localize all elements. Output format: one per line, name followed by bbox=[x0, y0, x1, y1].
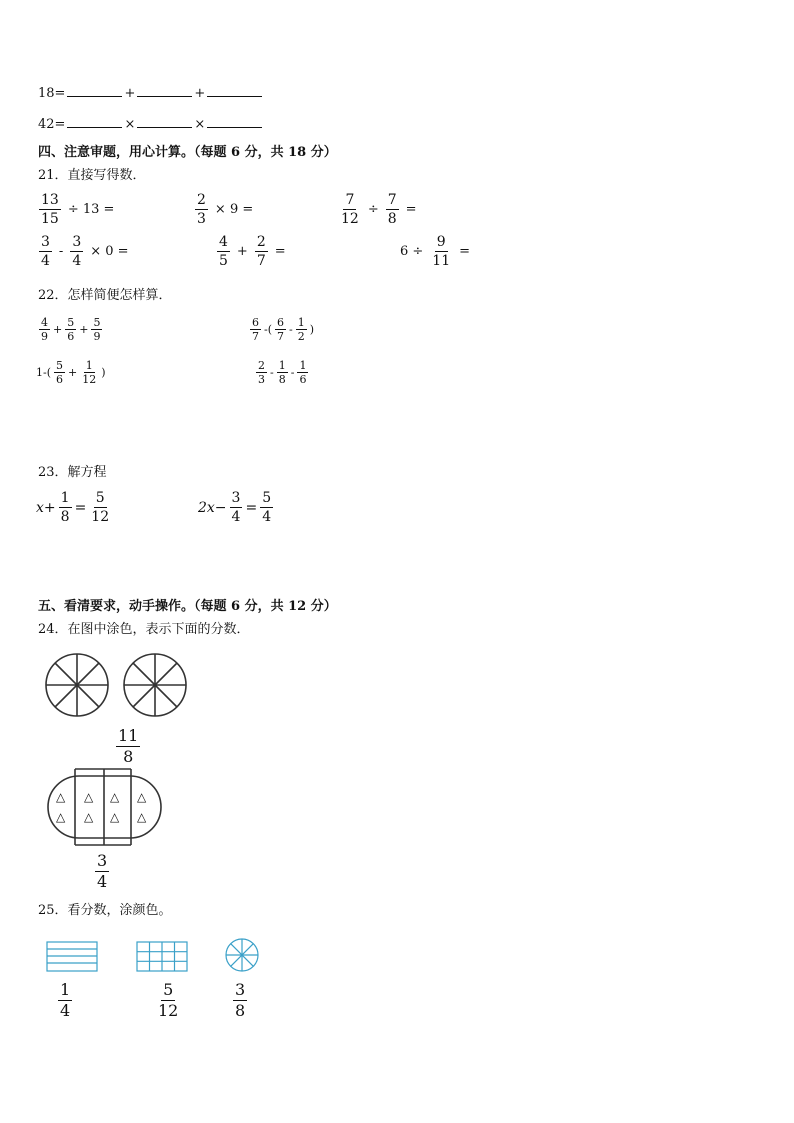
section-4-title: 四、注意审题，用心计算。（每题 6 分，共 18 分） bbox=[38, 145, 337, 160]
q22-expr-b: $\frac{6}{7}$ -( $\frac{6}{7}$ - $\frac{1}{2}$ ) bbox=[252, 316, 315, 343]
fill-line-18: 18= + + bbox=[38, 84, 264, 102]
q22-expr-d: $\frac{2}{3}$ - $\frac{1}{8}$ - $\frac{1}{6}$ bbox=[258, 359, 307, 386]
triangle-icon: △ bbox=[84, 790, 94, 804]
q25-fraction-3: $\frac{3}{8}$ bbox=[235, 980, 246, 1020]
triangle-icon: △ bbox=[56, 790, 66, 804]
q24-label: 24．在图中涂色，表示下面的分数． bbox=[38, 622, 250, 637]
q22-label: 22．怎样简便怎样算． bbox=[38, 288, 172, 303]
q23-label: 23．解方程 bbox=[38, 465, 107, 480]
q24-fraction-capsule: $\frac{3}{4}$ bbox=[97, 851, 108, 891]
q21-expr-5: $\frac{4}{5}$ + $\frac{2}{7}$ = bbox=[219, 234, 286, 269]
q22-expr-c: 1-( $\frac{5}{6}$ + $\frac{1}{12}$ ) bbox=[36, 359, 106, 386]
triangle-icon: △ bbox=[110, 810, 120, 824]
q25-fraction-1: $\frac{1}{4}$ bbox=[60, 980, 71, 1020]
grid-rectangle[interactable] bbox=[137, 942, 187, 971]
q21-expr-2: $\frac{2}{3}$ × 9 = bbox=[197, 192, 254, 227]
q24-fraction-circles: $\frac{11}{8}$ bbox=[118, 726, 139, 766]
triangle-icon: △ bbox=[110, 790, 120, 804]
triangle-icon: △ bbox=[137, 810, 147, 824]
q25-fraction-2: $\frac{5}{12}$ bbox=[158, 980, 179, 1020]
striped-rectangle[interactable] bbox=[47, 942, 97, 971]
eighths-circle[interactable] bbox=[226, 939, 258, 971]
triangle-icon: △ bbox=[137, 790, 147, 804]
q23-equation-1: x+ $\frac{1}{8}$ = $\frac{5}{12}$ bbox=[36, 490, 110, 525]
fill-line-42: 42= × × bbox=[38, 115, 264, 133]
q21-expr-1: $\frac{13}{15}$ ÷ 13 = bbox=[41, 192, 115, 227]
q23-equation-2: 2x− $\frac{3}{4}$ = $\frac{5}{4}$ bbox=[198, 490, 272, 525]
q22-expr-a: $\frac{4}{9}$ + $\frac{5}{6}$ + $\frac{5}{9}$ bbox=[41, 316, 101, 343]
q21-expr-3: $\frac{7}{12}$ ÷ $\frac{7}{8}$ = bbox=[341, 192, 417, 227]
q21-label: 21．直接写得数． bbox=[38, 168, 146, 183]
q21-expr-4: $\frac{3}{4}$ - $\frac{3}{4}$ × 0 = bbox=[41, 234, 129, 269]
section-5-title: 五、看清要求，动手操作。（每题 6 分，共 12 分） bbox=[38, 599, 337, 614]
q21-expr-6: 6 ÷ $\frac{9}{11}$ = bbox=[400, 234, 471, 269]
triangle-icon: △ bbox=[56, 810, 66, 824]
q25-label: 25．看分数，涂颜色。 bbox=[38, 903, 172, 918]
triangle-icon: △ bbox=[84, 810, 94, 824]
